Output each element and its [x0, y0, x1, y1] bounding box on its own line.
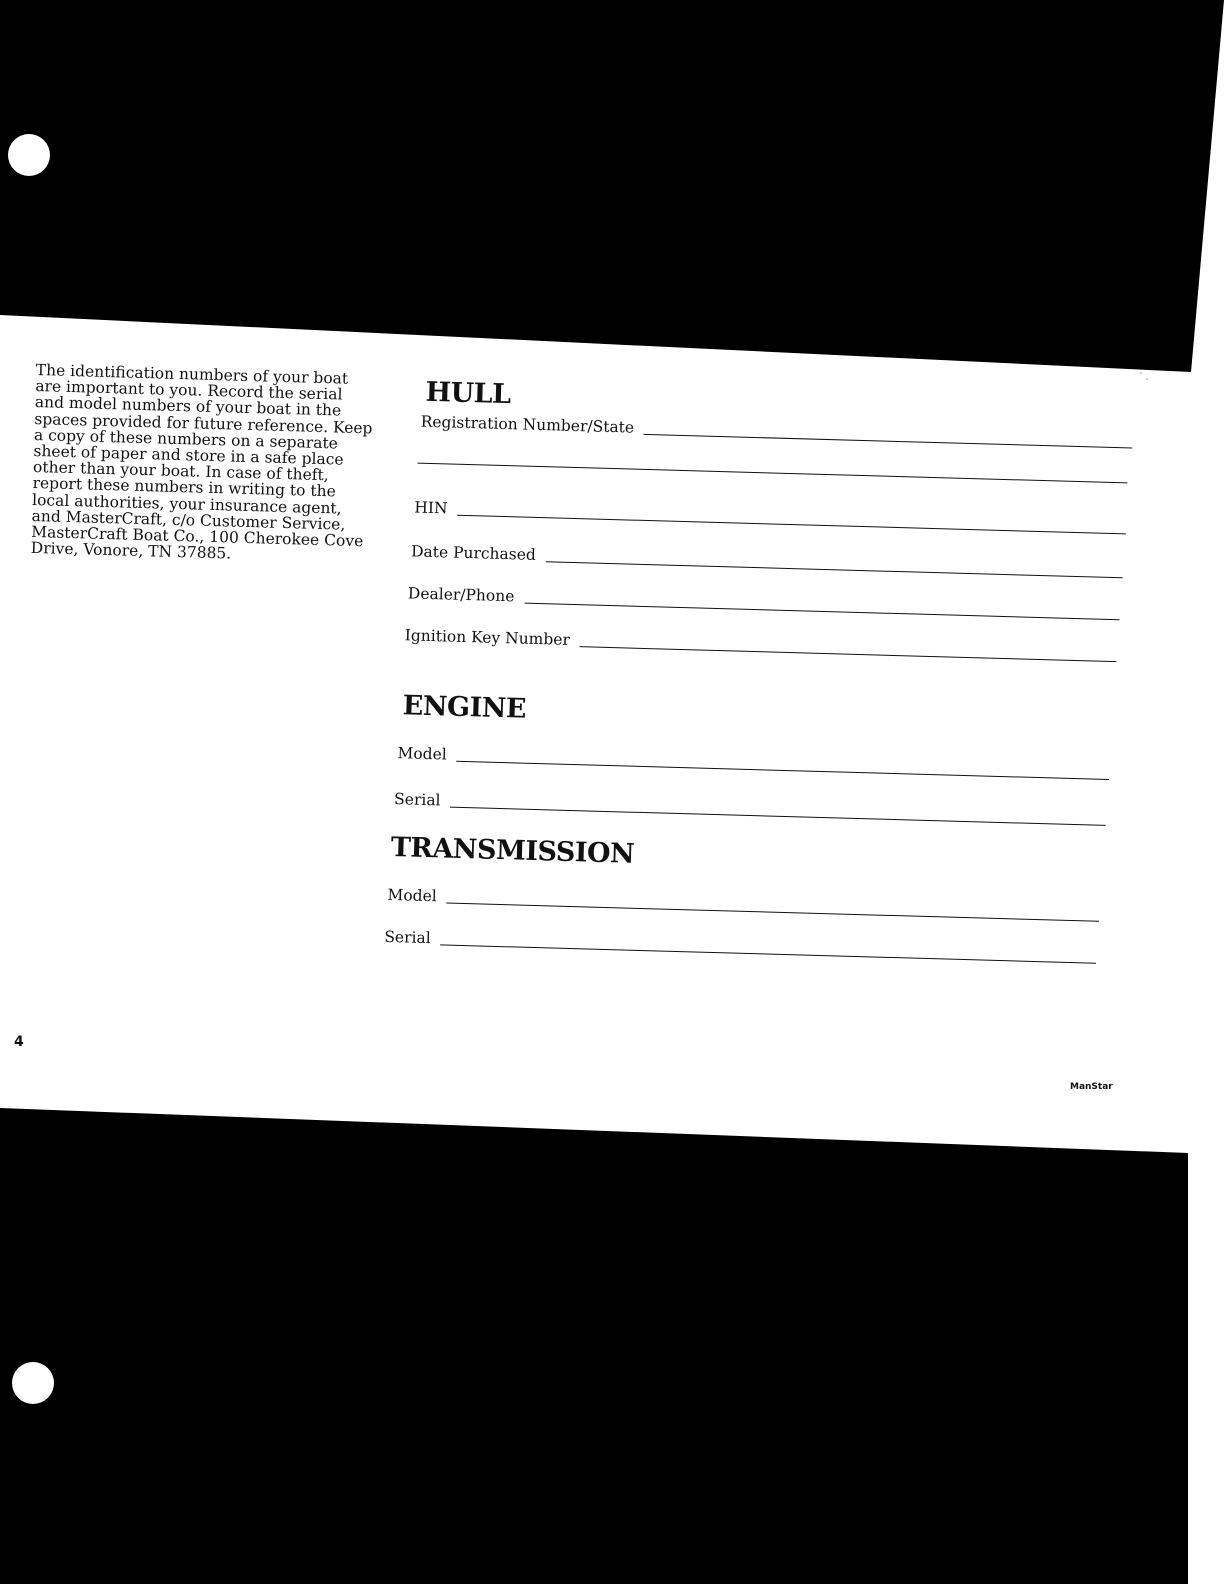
page-number: 4	[14, 1034, 24, 1050]
punch-hole-icon	[12, 1362, 54, 1404]
ignition-key-field[interactable]	[405, 626, 1117, 664]
intro-paragraph: The identification numbers of your boat are important to you. Record the serial and model numbers of your boat in the spaces provided for future reference. Keep a copy of these numbers on a separate sheet of paper and store in a safe place other than your boat. In case of theft, report these numbers in writing to the local authorities, your insurance agent, and MasterCraft, c/o Customer Service, MasterCraft Boat Co., 100 Cherokee Cove Drive, Vonore, TN 37885.	[30, 361, 373, 563]
transmission-serial-field[interactable]	[384, 928, 1096, 966]
dealer-phone-field[interactable]	[408, 584, 1120, 622]
dealer-phone-label: Dealer/Phone	[407, 584, 515, 606]
scan-band-bottom	[0, 1108, 1224, 1584]
transmission-model-blank[interactable]	[447, 903, 1100, 922]
printer-imprint: ManStar	[1070, 1082, 1113, 1092]
transmission-serial-label: Serial	[384, 927, 431, 948]
engine-model-label: Model	[397, 744, 447, 764]
engine-section-title: ENGINE	[402, 690, 527, 725]
transmission-serial-blank[interactable]	[440, 944, 1095, 963]
hin-field[interactable]	[414, 499, 1126, 537]
engine-model-field[interactable]	[397, 744, 1109, 782]
date-purchased-field[interactable]	[411, 542, 1123, 580]
engine-serial-label: Serial	[393, 790, 441, 810]
hin-label: HIN	[414, 498, 448, 518]
hin-blank[interactable]	[457, 515, 1126, 535]
ignition-key-label: Ignition Key Number	[404, 626, 571, 649]
punch-hole-icon	[8, 134, 50, 176]
registration-number-field[interactable]	[420, 413, 1132, 451]
date-purchased-blank[interactable]	[546, 561, 1123, 578]
transmission-model-label: Model	[387, 885, 438, 906]
ignition-key-blank[interactable]	[580, 646, 1117, 662]
scan-band-top	[0, 0, 1224, 372]
hull-section-title: HULL	[425, 376, 511, 411]
engine-serial-blank[interactable]	[450, 807, 1105, 826]
engine-model-blank[interactable]	[457, 761, 1110, 780]
date-purchased-label: Date Purchased	[410, 542, 537, 564]
registration-number-label: Registration Number/State	[420, 412, 635, 437]
scan-speck	[1140, 372, 1142, 374]
registration-number-blank[interactable]	[644, 434, 1132, 449]
transmission-section-title: TRANSMISSION	[390, 831, 635, 870]
engine-serial-field[interactable]	[394, 790, 1106, 828]
transmission-model-field[interactable]	[387, 886, 1099, 924]
registration-number-blank-continued[interactable]	[418, 463, 1128, 484]
dealer-phone-blank[interactable]	[524, 603, 1119, 621]
scan-speck	[1146, 378, 1148, 380]
identification-form	[381, 376, 1138, 1016]
